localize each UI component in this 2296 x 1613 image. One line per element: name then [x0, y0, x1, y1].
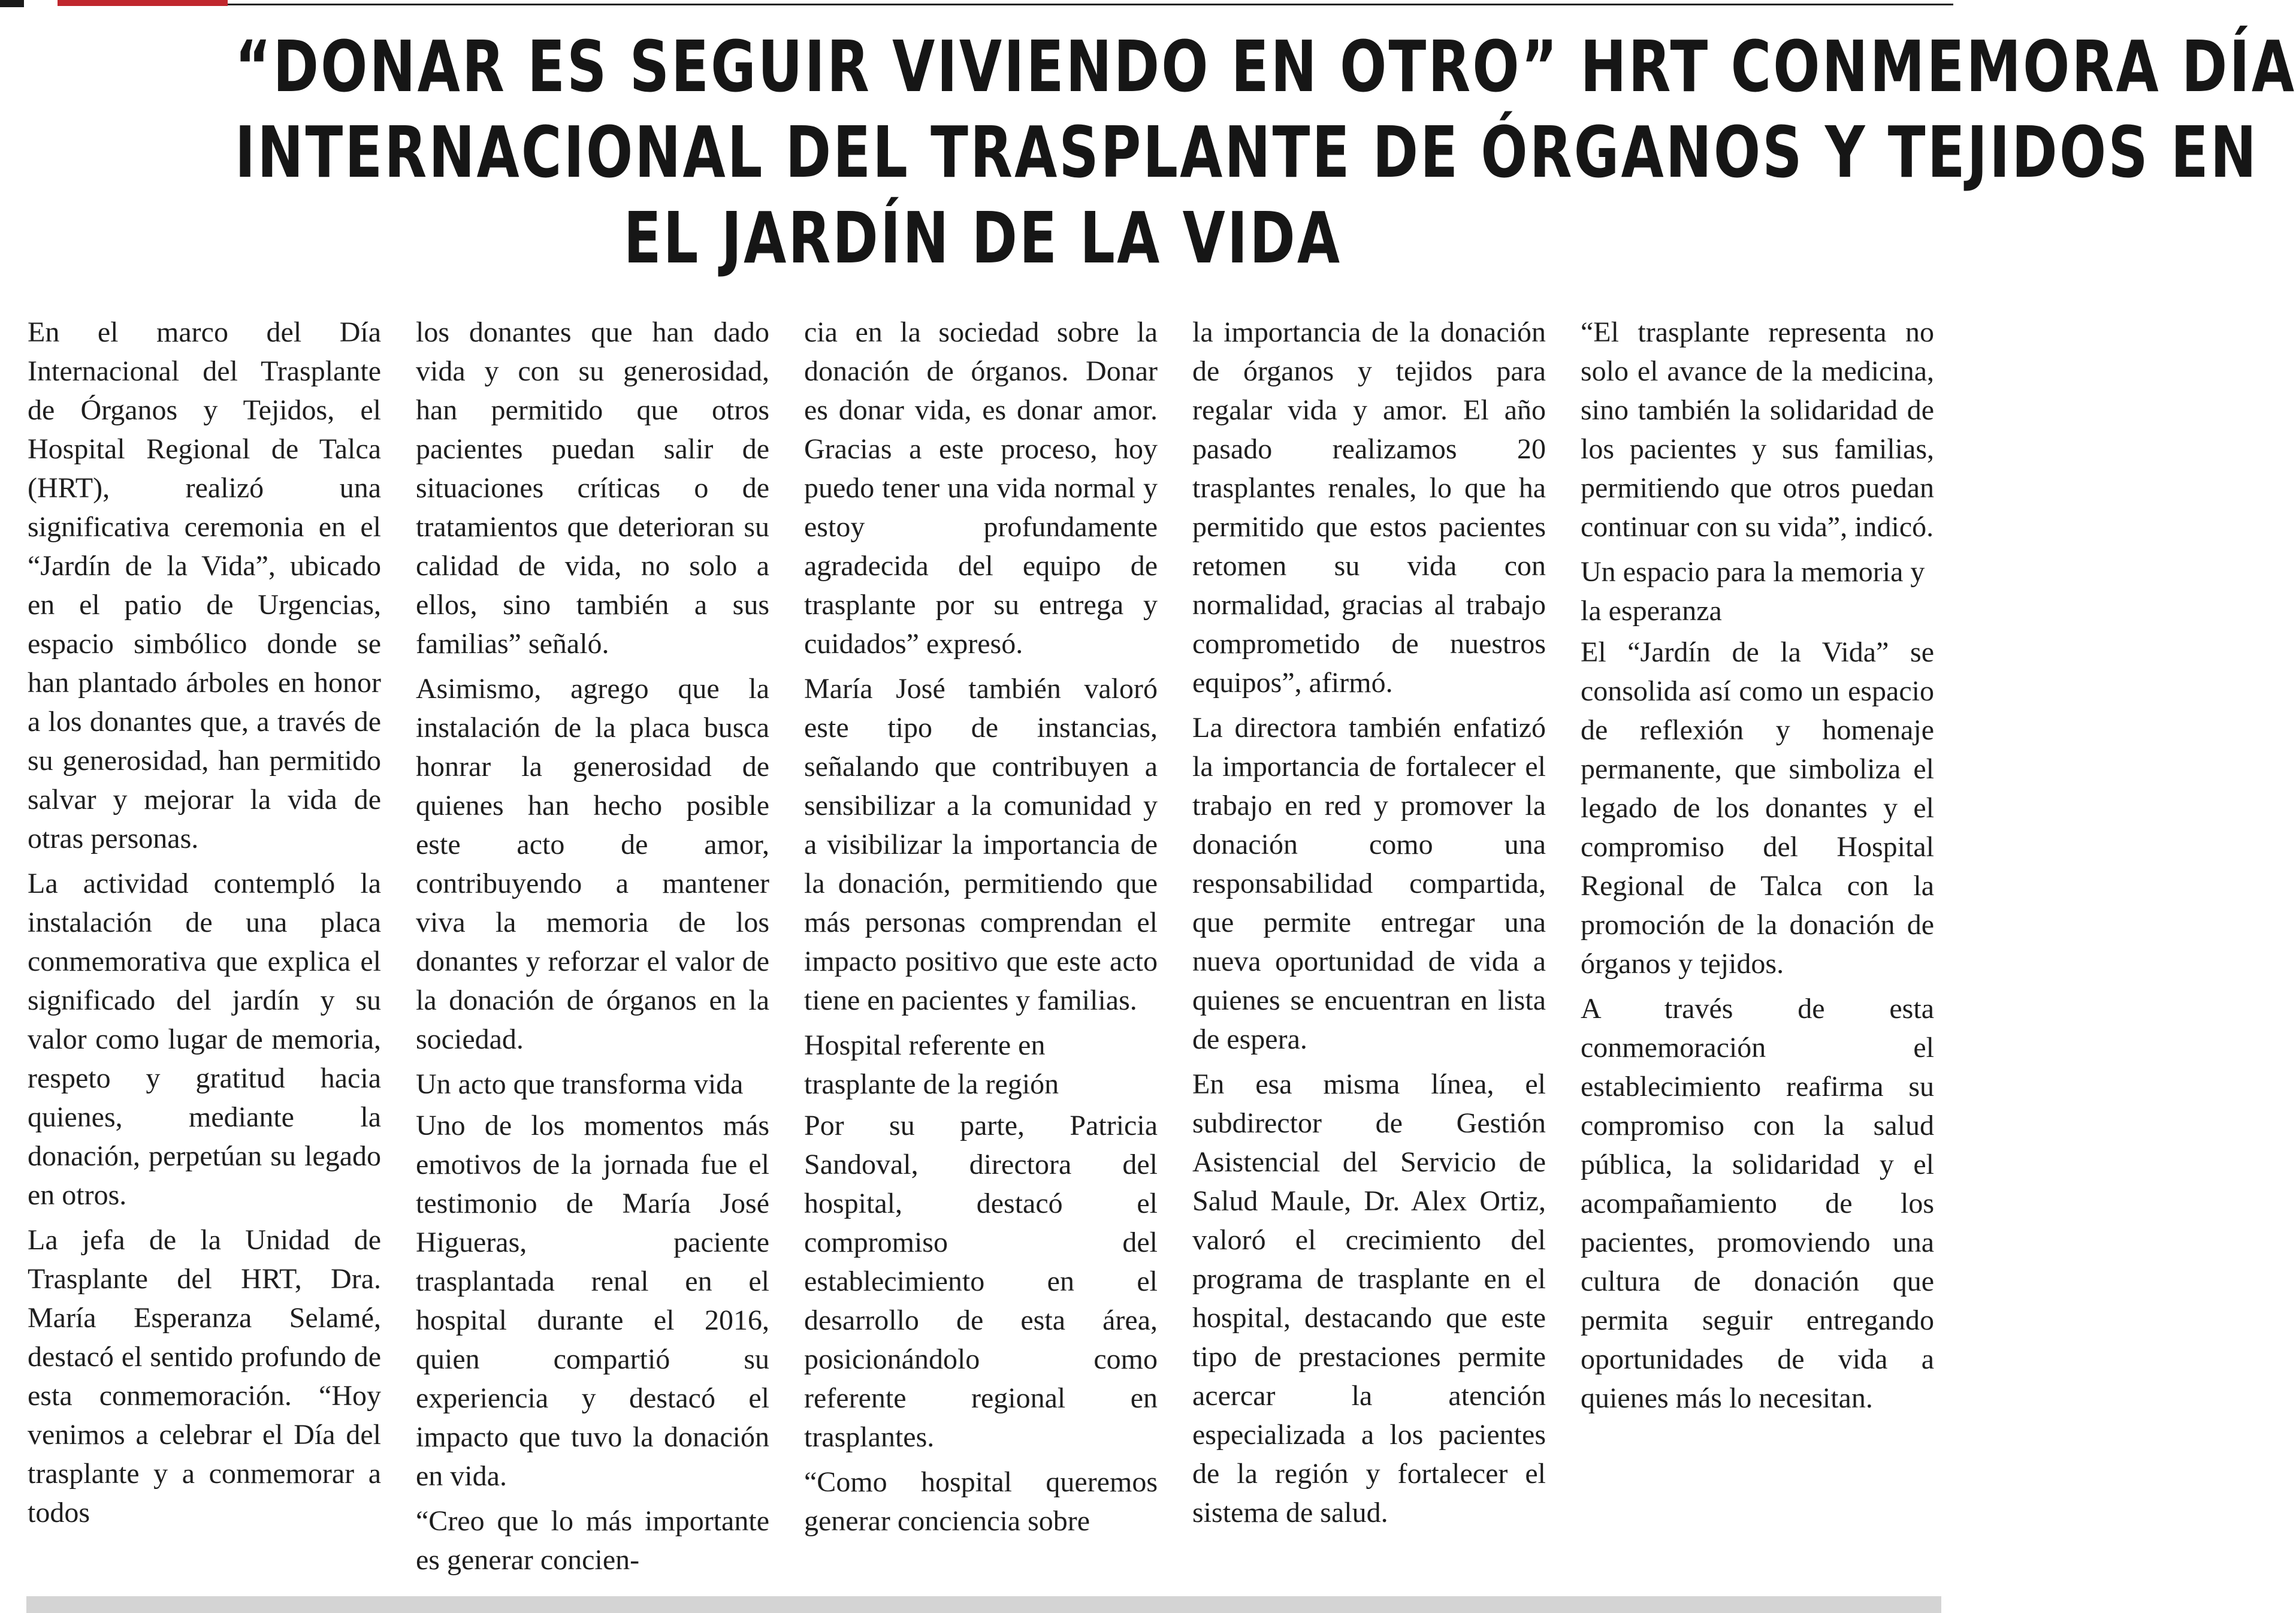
- column-4: [1192, 313, 1546, 1577]
- header-rule: [228, 4, 1953, 5]
- paragraph: En esa misma línea, el subdirector de Gestión Asistencial del Servicio de Salud Maule, Dr. Alex Ortiz, valoró el crecimiento del programa de trasplante en el hospital, destacando que este tipo de prestaciones permite acercar la atención especializada a los pacientes de la región y fortalecer el sistema de salud.: [1192, 1068, 1546, 1529]
- paragraph: El “Jardín de la Vida” se consolida así como un espacio de reflexión y homenaje permanente, que simboliza el legado de los donantes y el compromiso del Hospital Regional de Talca con la promoción de la donación de órganos y tejidos.: [1581, 636, 1934, 980]
- article-headline: [24, 24, 2296, 281]
- paragraph: “Creo que lo más importante es generar concien-: [416, 1505, 769, 1576]
- column-1: [28, 313, 381, 1577]
- paragraph: La directora también enfatizó la importancia de fortalecer el trabajo en red y promover la donación como una responsabilidad compartida, que permite entregar una nueva oportunidad de vida a quienes se encuentran en lista de espera.: [1192, 712, 1546, 1055]
- subheading: Hospital referente en trasplante de la región: [804, 1029, 1059, 1100]
- paragraph: los donantes que han dado vida y con su generosidad, han permitido que otros pacientes puedan salir de situaciones críticas o de tratamientos que deterioran su calidad de vida, no solo a ellos, sino también a sus familias” señaló.: [416, 316, 769, 660]
- column-3: [804, 313, 1158, 1577]
- paragraph: “Como hospital queremos generar conciencia sobre: [804, 1466, 1158, 1537]
- paragraph: A través de esta conmemoración el establecimiento reafirma su compromiso con la salud pública, la solidaridad y el acompañamiento de los pacientes, promoviendo una cultura de donación que permita seguir entregando oportunidades de vida a quienes más lo necesitan.: [1581, 993, 1934, 1414]
- headline-line-3: EL JARDÍN DE LA VIDA: [623, 197, 1342, 279]
- subheading: Un espacio para la memoria y la esperanza: [1581, 556, 1925, 627]
- paragraph: Uno de los momentos más emotivos de la jornada fue el testimonio de María José Higueras, paciente trasplantada renal en el hospital durante el 2016, quien compartió su experiencia y destacó el impacto que tuvo la donación en vida.: [416, 1110, 769, 1492]
- paragraph: “El trasplante representa no solo el avance de la medicina, sino también la solidaridad de los pacientes y sus familias, permitiendo que otros puedan continuar con su vida”, indicó.: [1581, 316, 1934, 543]
- paragraph: Por su parte, Patricia Sandoval, directora del hospital, destacó el compromiso del establecimiento en el desarrollo de esta área, posicionándolo como referente regional en trasplantes.: [804, 1110, 1158, 1453]
- paragraph: Asimismo, agrego que la instalación de la placa busca honrar la generosidad de quienes han hecho posible este acto de amor, contribuyendo a mantener viva la memoria de los donantes y reforzar el valor de la donación de órganos en la sociedad.: [416, 673, 769, 1055]
- page-footer-bar: [26, 1596, 1941, 1613]
- headline-line-1: “DONAR ES SEGUIR VIVIENDO EN OTRO” HRT CONMEMORA DÍA: [235, 25, 2296, 108]
- article-body: [28, 313, 1933, 1577]
- paragraph: la importancia de la donación de órganos y tejidos para regalar vida y amor. El año pasado realizamos 20 trasplantes renales, lo que ha permitido que estos pacientes retomen su vida con normalidad, gracias al trabajo comprometido de nuestros equipos”, afirmó.: [1192, 316, 1546, 699]
- column-2: [416, 313, 769, 1577]
- column-5: [1581, 313, 1934, 1577]
- page-header-bar: [0, 0, 1965, 10]
- paragraph: La actividad contempló la instalación de una placa conmemorativa que explica el significado del jardín y su valor como lugar de memoria, respeto y gratitud hacia quienes, mediante la donación, perpetúan su legado en otros.: [28, 868, 381, 1211]
- paragraph: La jefa de la Unidad de Trasplante del HRT, Dra. María Esperanza Selamé, destacó el sentido profundo de esta conmemoración. “Hoy venimos a celebrar el Día del trasplante y a conmemorar a todos: [28, 1224, 381, 1529]
- page-number-block: [0, 0, 24, 7]
- headline-line-2: INTERNACIONAL DEL TRASPLANTE DE ÓRGANOS Y TEJIDOS EN: [235, 111, 2259, 194]
- section-tag: [58, 0, 228, 6]
- subheading: Un acto que transforma vida: [416, 1068, 744, 1100]
- paragraph: En el marco del Día Internacional del Trasplante de Órganos y Tejidos, el Hospital Regional de Talca (HRT), realizó una significativa ceremonia en el “Jardín de la Vida”, ubicado en el patio de Urgencias, espacio simbólico donde se han plantado árboles en honor a los donantes que, a través de su generosidad, han permitido salvar y mejorar la vida de otras personas.: [28, 316, 381, 854]
- paragraph: María José también valoró este tipo de instancias, señalando que contribuyen a sensibilizar a la comunidad y a visibilizar la importancia de la donación, permitiendo que más personas comprendan el impacto positivo que este acto tiene en pacientes y familias.: [804, 673, 1158, 1016]
- paragraph: cia en la sociedad sobre la donación de órganos. Donar es donar vida, es donar amor. Gracias a este proceso, hoy puedo tener una vida normal y estoy profundamente agradecida del equipo de trasplante por su entrega y cuidados” expresó.: [804, 316, 1158, 660]
